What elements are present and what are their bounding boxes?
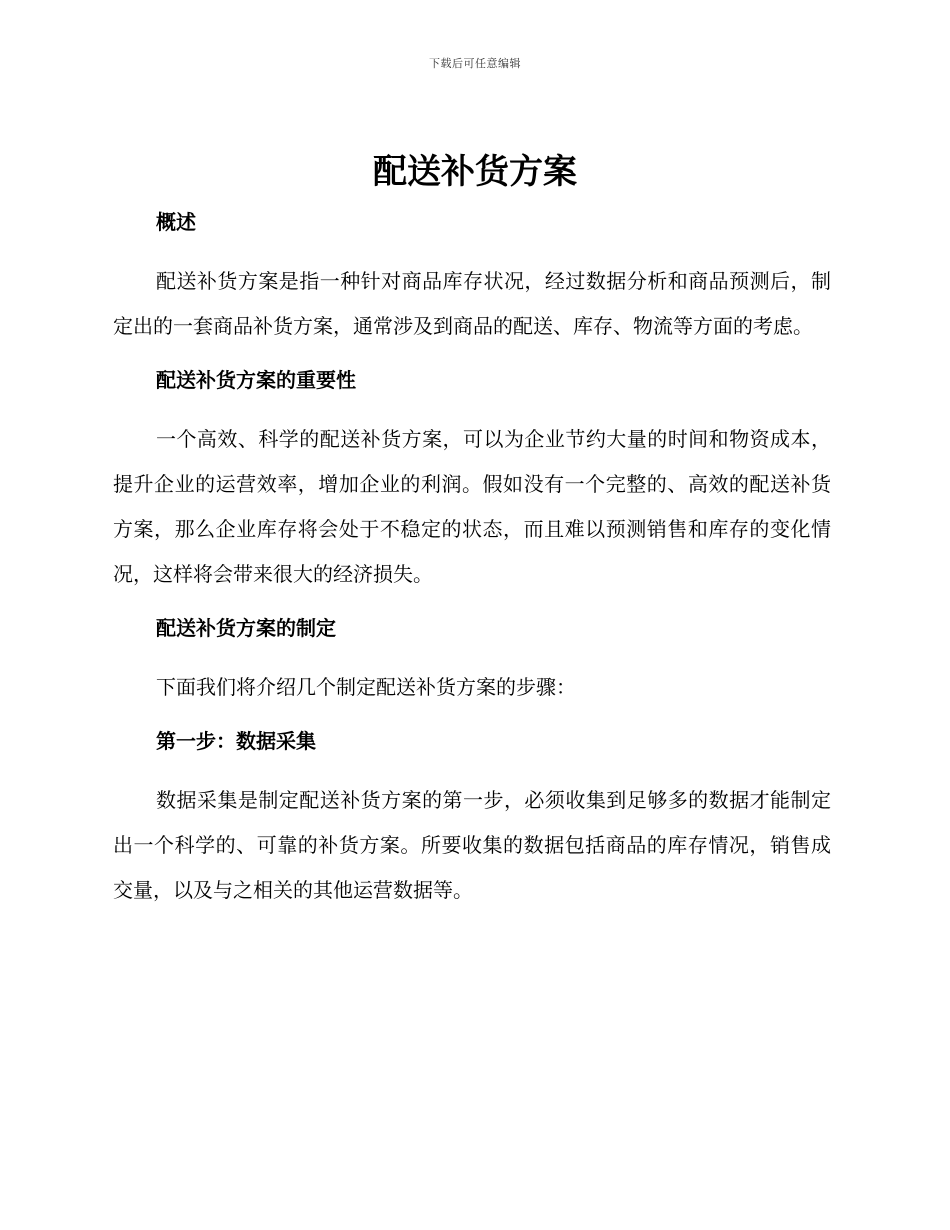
section-heading: 第一步：数据采集: [156, 729, 316, 753]
section-importance: [113, 361, 831, 597]
section-overview: [113, 203, 831, 349]
header-note: 下载后可任意编辑: [429, 57, 521, 70]
section-formulation: [113, 609, 831, 710]
section-heading: 配送补货方案的重要性: [156, 368, 356, 392]
page-title: 配送补货方案: [373, 152, 577, 192]
section-heading: 配送补货方案的制定: [156, 616, 336, 640]
section-paragraph: 数据采集是制定配送补货方案的第一步，必须收集到足够多的数据才能制定出一个科学的、可靠的补货方案。所要收集的数据包括商品的库存情况，销售成交量，以及与之相关的其他运营数据等。: [113, 788, 831, 902]
section-paragraph: 一个高效、科学的配送补货方案，可以为企业节约大量的时间和物资成本，提升企业的运营效率，增加企业的利润。假如没有一个完整的、高效的配送补货方案，那么企业库存将会处于不稳定的状态，而且难以预测销售和库存的变化情况，这样将会带来很大的经济损失。: [113, 427, 831, 586]
section-paragraph: 配送补货方案是指一种针对商品库存状况，经过数据分析和商品预测后，制定出的一套商品补货方案，通常涉及到商品的配送、库存、物流等方面的考虑。: [113, 269, 831, 338]
document-body: [113, 203, 831, 925]
section-heading: 概述: [156, 210, 196, 234]
section-step-one: [113, 722, 831, 913]
section-paragraph: 下面我们将介绍几个制定配送补货方案的步骤：: [156, 675, 576, 699]
